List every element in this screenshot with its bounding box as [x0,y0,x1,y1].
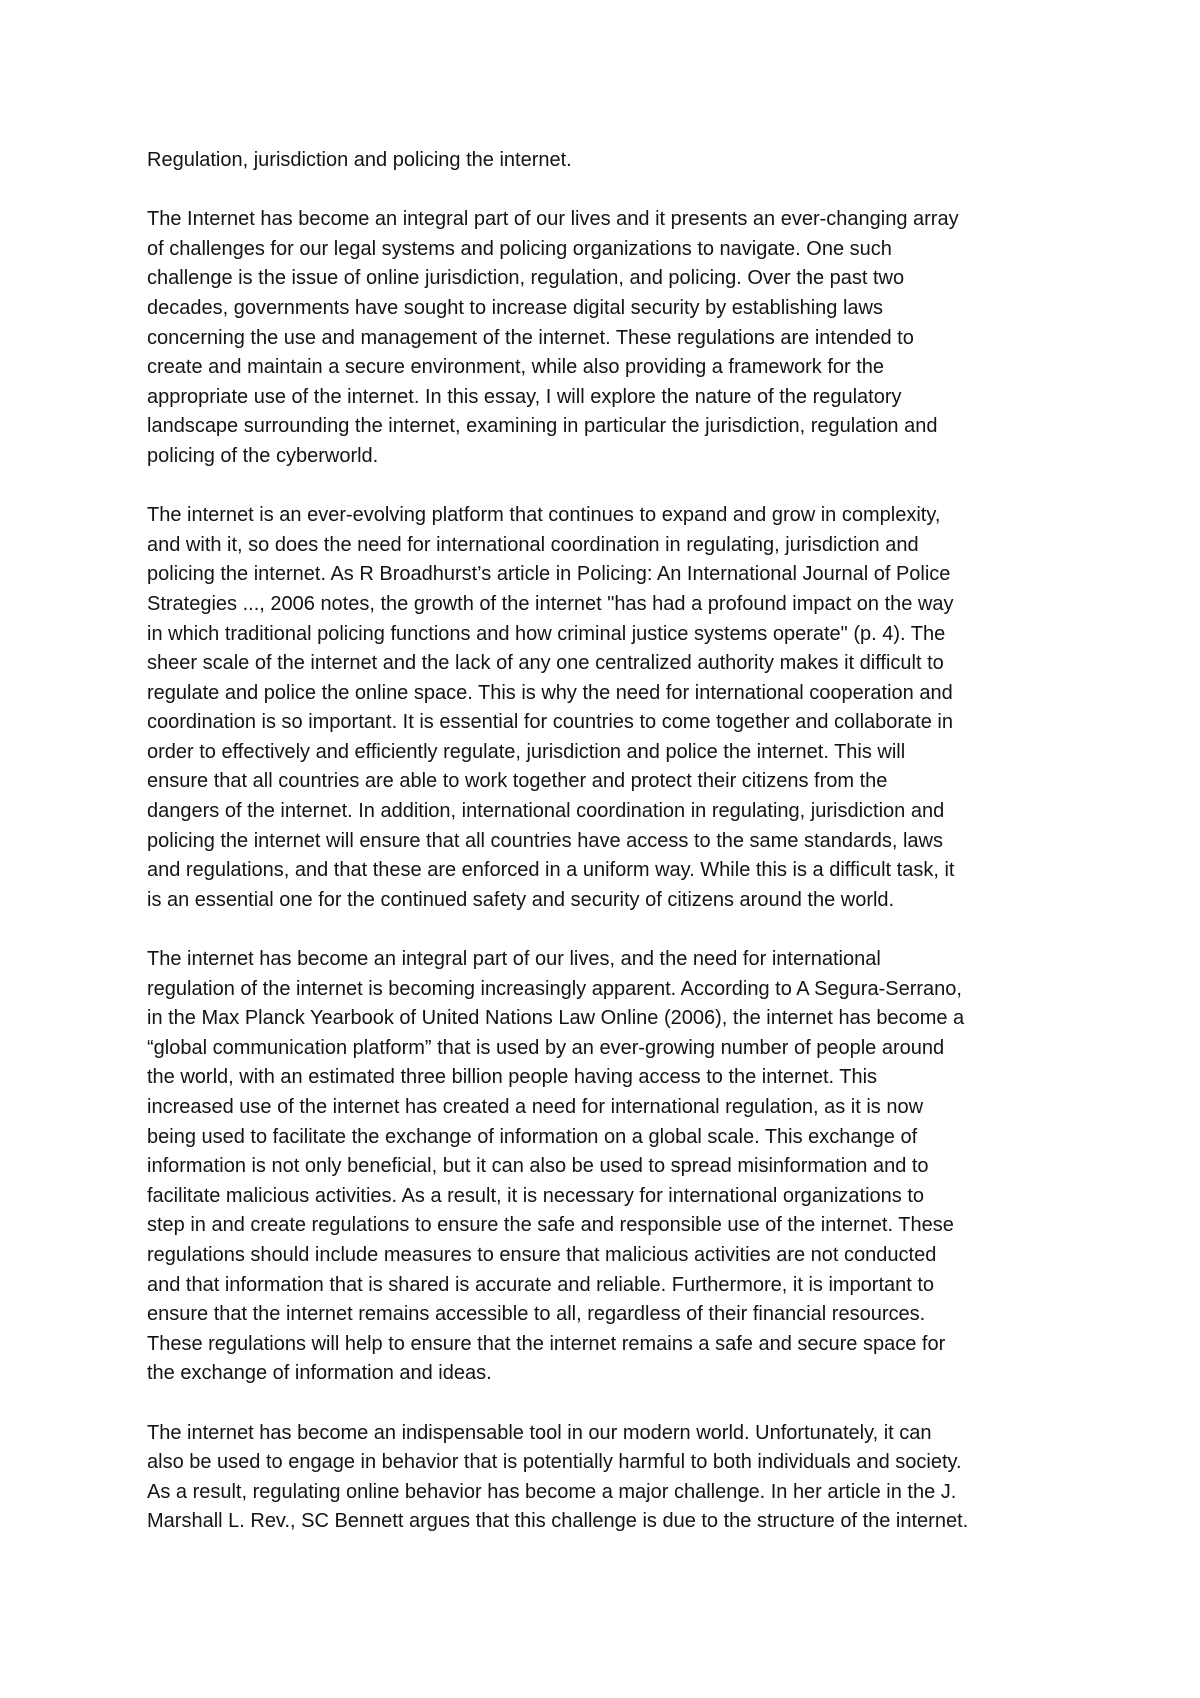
text-line: the world, with an estimated three billion people having access to the internet. This [147,1066,878,1089]
text-line: regulations should include measures to ensure that malicious activities are not conducted [147,1243,937,1266]
text-line: order to effectively and efficiently regulate, jurisdiction and police the internet. This will [147,740,906,763]
text-line: The internet is an ever-evolving platform that continues to expand and grow in complexity, [147,504,941,527]
text-line: As a result, regulating online behavior has become a major challenge. In her article in the J. [147,1480,957,1503]
text-line: and that information that is shared is accurate and reliable. Furthermore, it is important to [147,1273,935,1296]
text-line: in which traditional policing functions and how criminal justice systems operate" (p. 4). The [147,622,946,645]
text-line: policing the internet. As R Broadhurst’s article in Policing: An International Journal of Police [147,563,951,586]
document-title: Regulation, jurisdiction and policing the internet. [147,149,572,171]
text-line: regulation of the internet is becoming increasingly apparent. According to A Segura-Serrano, [147,977,962,1000]
text-line: create and maintain a secure environment, while also providing a framework for the [147,356,885,379]
text-line: also be used to engage in behavior that is potentially harmful to both individuals and society. [147,1451,962,1474]
text-line: “global communication platform” that is used by an ever-growing number of people around [147,1036,945,1059]
text-line: increased use of the internet has created a need for international regulation, as it is now [147,1096,924,1118]
text-line: ensure that the internet remains accessible to all, regardless of their financial resources. [147,1303,926,1326]
paragraph [147,205,1067,471]
text-line: The internet has become an indispensable tool in our modern world. Unfortunately, it can [147,1421,932,1444]
text-line: and regulations, and that these are enforced in a uniform way. While this is a difficult task, it [147,859,955,882]
paragraph-list [147,205,1067,1537]
document-body [147,146,1067,1567]
text-line: ensure that all countries are able to work together and protect their citizens from the [147,770,888,793]
text-line: in the Max Planck Yearbook of United Nations Law Online (2006), the internet has become a [147,1007,965,1030]
text-line: landscape surrounding the internet, examining in particular the jurisdiction, regulation and [147,415,938,438]
text-line: challenge is the issue of online jurisdiction, regulation, and policing. Over the past two [147,267,905,290]
paragraph [147,1419,1067,1537]
text-line: Strategies ..., 2006 notes, the growth of the internet "has had a profound impact on the way [147,592,954,615]
text-line: These regulations will help to ensure that the internet remains a safe and secure space for [147,1332,946,1355]
text-line: sheer scale of the internet and the lack of any one centralized authority makes it difficult to [147,652,944,675]
text-line: concerning the use and management of the internet. These regulations are intended to [147,326,914,349]
text-line: The Internet has become an integral part of our lives and it presents an ever-changing array [147,208,959,231]
paragraph [147,945,1067,1389]
text-line: of challenges for our legal systems and policing organizations to navigate. One such [147,237,892,260]
paragraph [147,501,1067,915]
text-line: step in and create regulations to ensure the safe and responsible use of the internet. These [147,1214,954,1237]
text-line: regulate and police the online space. This is why the need for international cooperation and [147,681,953,704]
text-line: and with it, so does the need for international coordination in regulating, jurisdiction and [147,533,919,556]
text-line: facilitate malicious activities. As a result, it is necessary for international organizations to [147,1184,925,1207]
text-line: coordination is so important. It is essential for countries to come together and collaborate in [147,711,953,734]
text-line: dangers of the internet. In addition, international coordination in regulating, jurisdiction and [147,800,945,823]
text-line: the exchange of information and ideas. [147,1362,492,1385]
text-line: information is not only beneficial, but it can also be used to spread misinformation and to [147,1155,929,1178]
text-line: being used to facilitate the exchange of information on a global scale. This exchange of [147,1125,918,1148]
text-line: decades, governments have sought to increase digital security by establishing laws [147,296,883,319]
text-line: is an essential one for the continued safety and security of citizens around the world. [147,888,895,911]
text-line: policing of the cyberworld. [147,444,379,467]
text-line: policing the internet will ensure that all countries have access to the same standards, laws [147,829,943,852]
text-line: Marshall L. Rev., SC Bennett argues that this challenge is due to the structure of the internet. [147,1510,969,1533]
text-line: appropriate use of the internet. In this essay, I will explore the nature of the regulatory [147,385,902,408]
text-line: The internet has become an integral part of our lives, and the need for international [147,948,881,971]
